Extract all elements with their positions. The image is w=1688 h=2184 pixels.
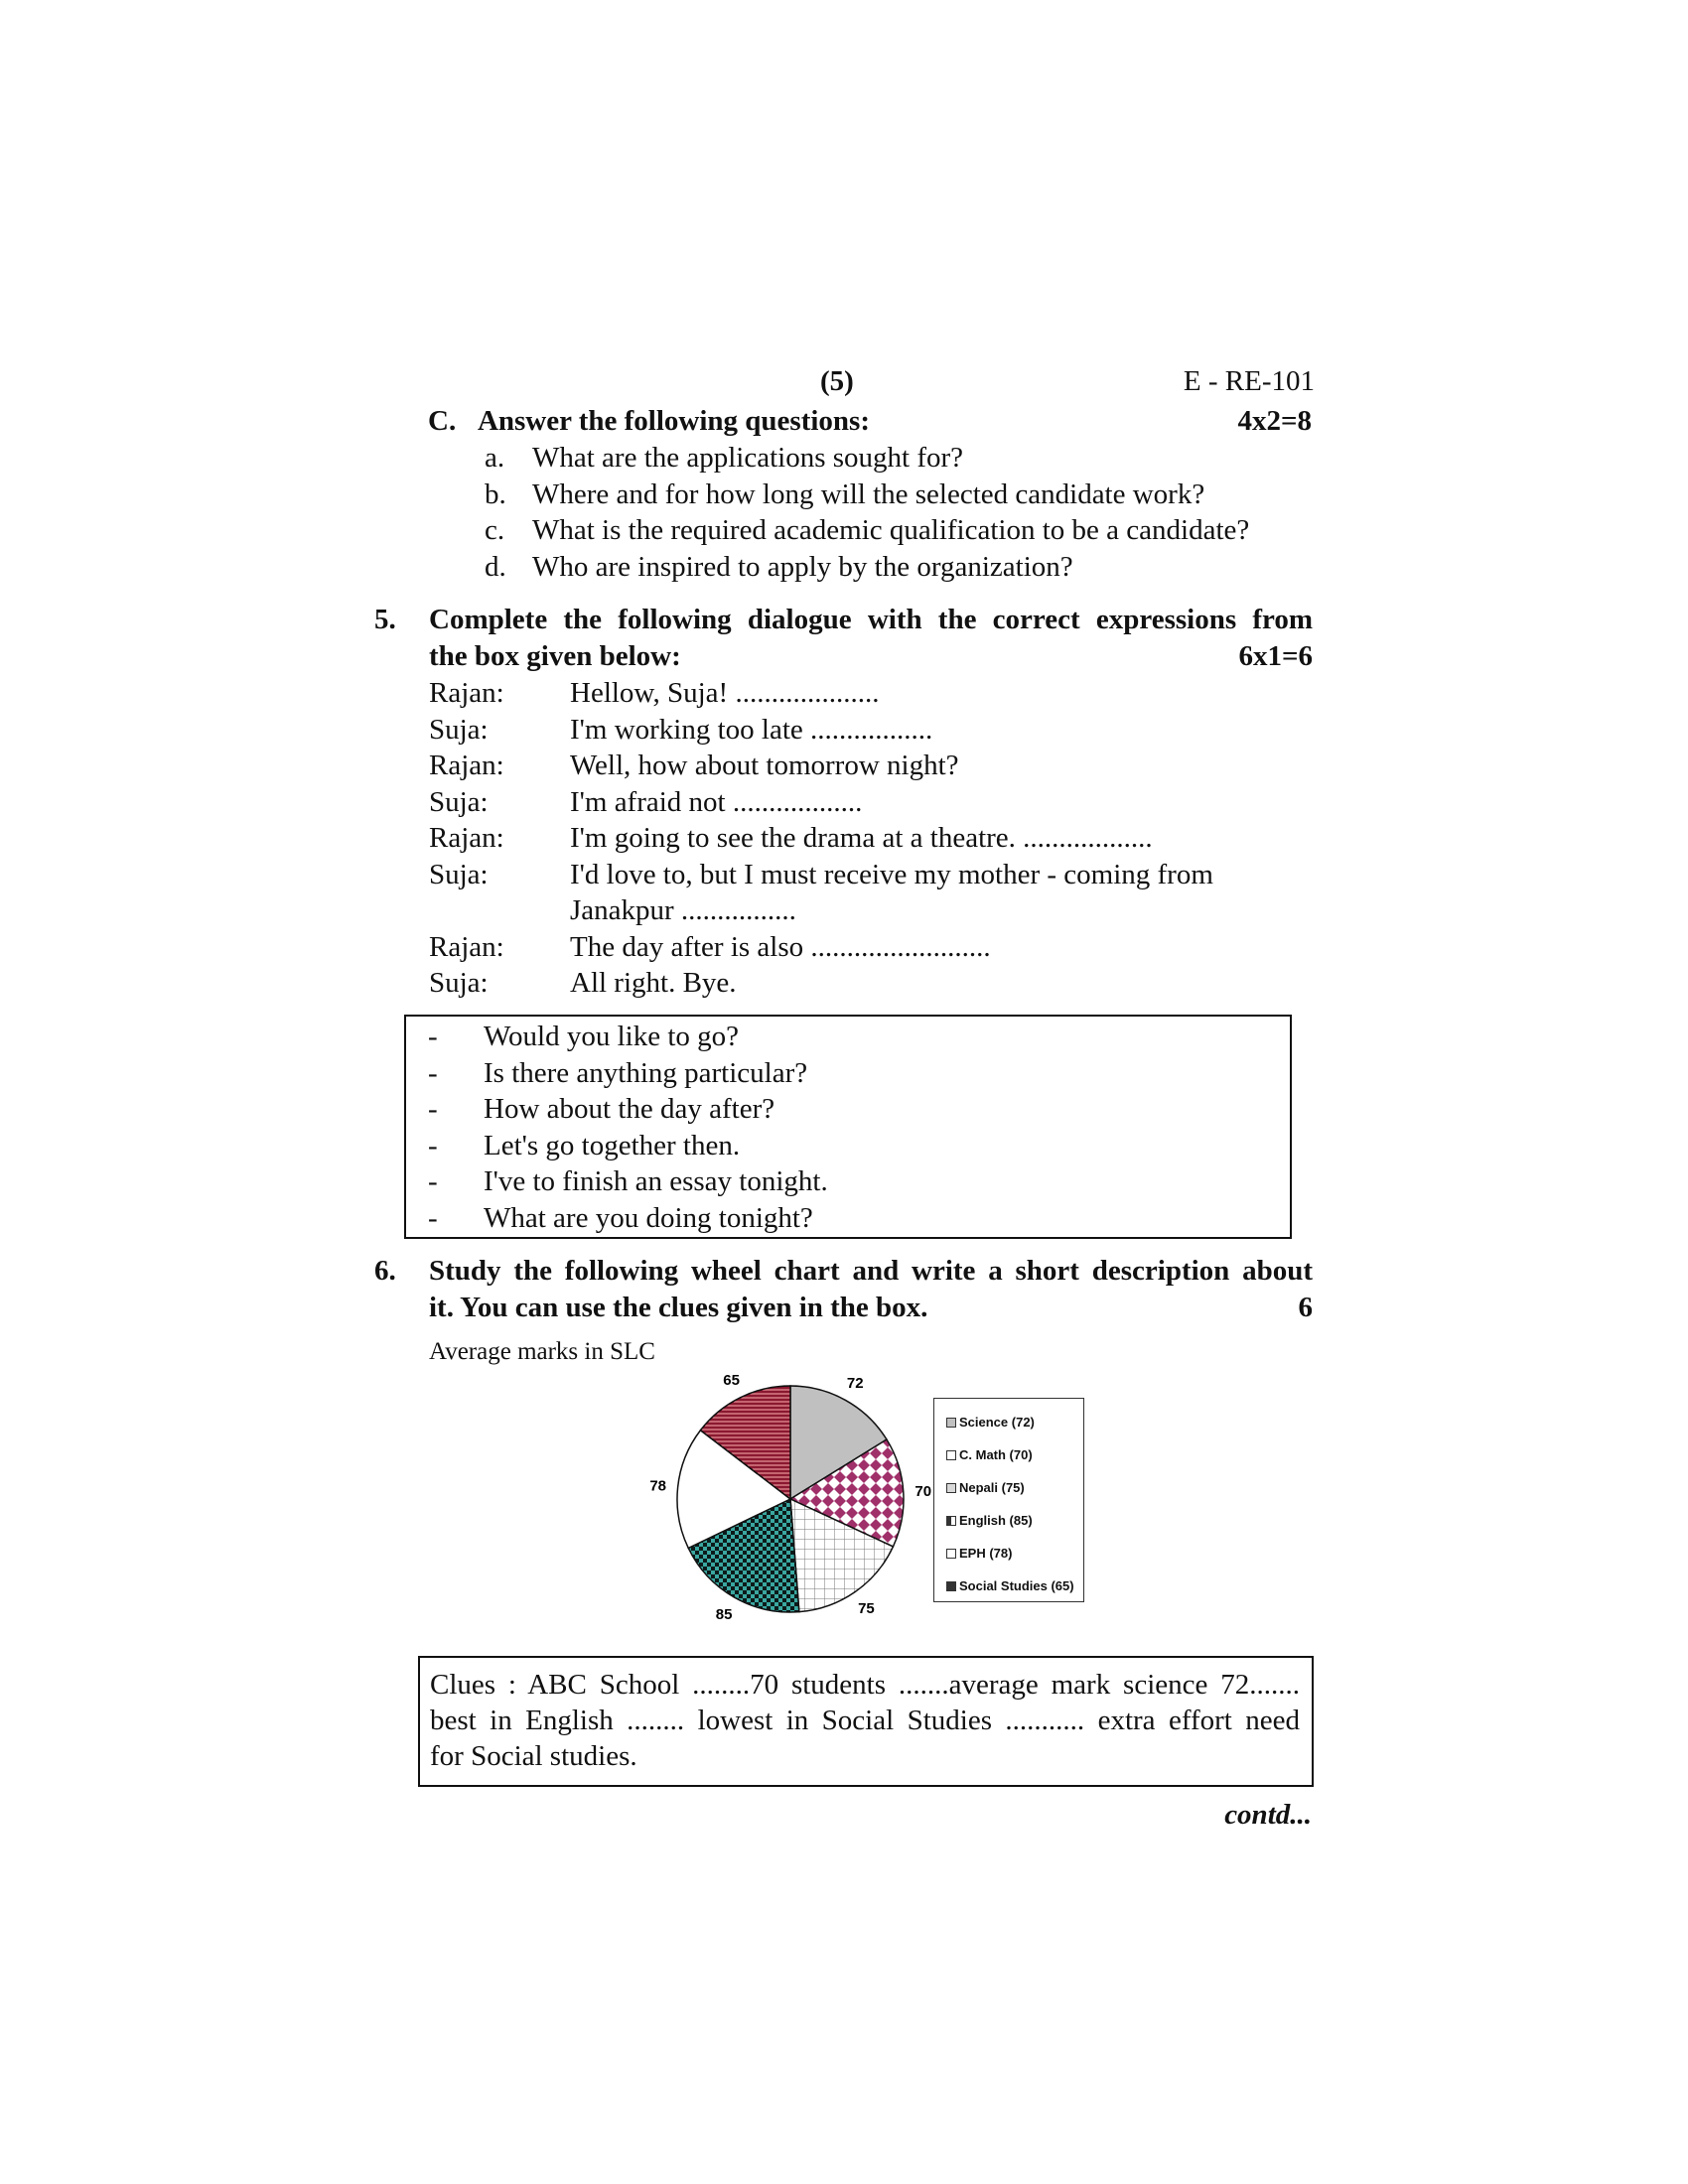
speaker: Rajan: [429,677,504,709]
legend-swatch [946,1483,956,1493]
legend-label: Social Studies (65) [959,1578,1074,1593]
legend-swatch [946,1450,956,1460]
section-c-heading [428,403,1312,439]
dialogue-line [429,820,1213,857]
legend-label: Science (72) [959,1415,1035,1430]
dialogue-text: I'm afraid not .................. [570,785,863,818]
expression-option [406,1163,1290,1200]
legend-item-eph [946,1546,1012,1561]
q6-instruction-line2: it. You can use the clues given in the box. [429,1292,928,1323]
pie-value-label-english: 85 [715,1606,733,1624]
q5-instruction-line2: the box given below: [429,640,681,672]
section-c-marks: 4x2=8 [1237,405,1312,437]
question-text: Where and for how long will the selected candidate work? [532,478,1205,510]
q5-number: 5. [374,604,396,635]
legend-swatch [946,1516,956,1526]
legend-item-science [946,1415,1035,1430]
dialogue-text: I'm going to see the drama at a theatre. .................. [570,822,1153,854]
speaker [429,892,570,929]
legend-swatch [946,1418,956,1428]
speaker: Suja: [429,858,489,890]
dialogue-line [429,857,1213,893]
q6-instruction-line2-row [429,1290,1313,1325]
question-letter: b. [485,478,506,510]
speaker: Rajan: [429,750,504,781]
legend-item-english [946,1513,1033,1528]
dialogue-text: The day after is also ......................... [570,930,991,963]
dialogue-line [429,712,1213,749]
dialogue-line [429,675,1213,712]
bullet-dash: - [428,1165,438,1198]
q5-marks: 6x1=6 [1238,640,1313,672]
question-item [485,512,1249,549]
dialogue-line [429,892,1213,929]
expression-text: I've to finish an essay tonight. [484,1165,828,1198]
question-letter: a. [485,442,505,474]
dialogue-text: Well, how about tomorrow night? [570,750,959,781]
question-letter: d. [485,550,506,583]
question-item [485,440,1249,477]
speaker: Suja: [429,785,489,818]
dialogue-text: Hellow, Suja! .................... [570,677,880,709]
contd-note: contd... [1224,1799,1312,1831]
legend-label: EPH (78) [959,1546,1013,1561]
expression-text: What are you doing tonight? [484,1201,813,1234]
dialogue-text: All right. Bye. [570,967,737,999]
expression-text: Would you like to go? [484,1021,740,1052]
speaker: Suja: [429,713,489,746]
question-letter: c. [485,514,505,546]
legend-item-c-math [946,1447,1033,1462]
bullet-dash: - [428,1201,438,1234]
legend-item-nepali [946,1480,1025,1495]
chart-title: Average marks in SLC [429,1338,655,1365]
expression-text: How about the day after? [484,1093,775,1126]
dialogue-text: I'd love to, but I must receive my mother - coming from [570,858,1213,890]
pie-value-label-nepali: 75 [858,1600,875,1618]
expression-option [406,1055,1290,1092]
legend-swatch [946,1549,956,1559]
dialogue-line [429,748,1213,784]
pie-value-label-eph: 78 [649,1477,667,1495]
speaker: Suja: [429,967,489,999]
speaker: Rajan: [429,930,504,963]
dialogue-text: Janakpur ................ [570,894,796,926]
section-c-title: Answer the following questions: [477,405,870,437]
bullet-dash: - [428,1093,438,1126]
clue-line: Clues : ABC School ........70 students .......average mark science 72....... [430,1669,1300,1701]
paper-code: E - RE-101 [1183,365,1315,397]
question-item [485,477,1249,513]
q6-number: 6. [374,1255,396,1287]
question-text: What is the required academic qualification to be a candidate? [532,514,1250,546]
section-c-questions [485,440,1249,585]
dialogue-text: I'm working too late ................. [570,713,933,746]
legend-label: Nepali (75) [959,1480,1025,1495]
question-text: Who are inspired to apply by the organization? [532,550,1073,583]
question-text: What are the applications sought for? [532,442,964,474]
dialogue-line [429,929,1213,966]
legend-item-social-studies [946,1578,1074,1593]
question-item [485,549,1249,586]
dialogue-line [429,784,1213,821]
bullet-dash: - [428,1129,438,1161]
expression-option [406,1019,1290,1055]
speaker: Rajan: [429,822,504,854]
dialogue [429,675,1213,1002]
expression-text: Let's go together then. [484,1129,741,1161]
dialogue-line [429,965,1213,1002]
q6-marks: 6 [1298,1292,1313,1323]
expressions-box [404,1015,1292,1239]
legend-label: English (85) [959,1513,1033,1528]
section-c-label: C. [428,405,457,437]
expression-option [406,1200,1290,1237]
clues-box [418,1656,1314,1787]
clue-line: for Social studies. [430,1740,637,1772]
bullet-dash: - [428,1056,438,1089]
clue-line: best in English ........ lowest in Social Studies ........... extra effort need [430,1705,1300,1736]
pie-value-label-social-studies: 65 [723,1371,740,1389]
legend-swatch [946,1581,956,1591]
q5-instruction-line2-row [429,638,1313,674]
page-number: (5) [820,365,854,397]
pie-value-label-science: 72 [846,1374,864,1392]
pie-slices [677,1386,904,1612]
q6-instruction-line1: Study the following wheel chart and write a short description about [429,1255,1313,1287]
bullet-dash: - [428,1021,438,1052]
expression-text: Is there anything particular? [484,1056,808,1089]
pie-value-label-c-math: 70 [914,1482,932,1500]
chart-legend [933,1398,1084,1602]
expression-option [406,1128,1290,1164]
expression-option [406,1091,1290,1128]
q5-instruction-line1: Complete the following dialogue with the correct expressions from [429,604,1313,635]
legend-label: C. Math (70) [959,1447,1033,1462]
